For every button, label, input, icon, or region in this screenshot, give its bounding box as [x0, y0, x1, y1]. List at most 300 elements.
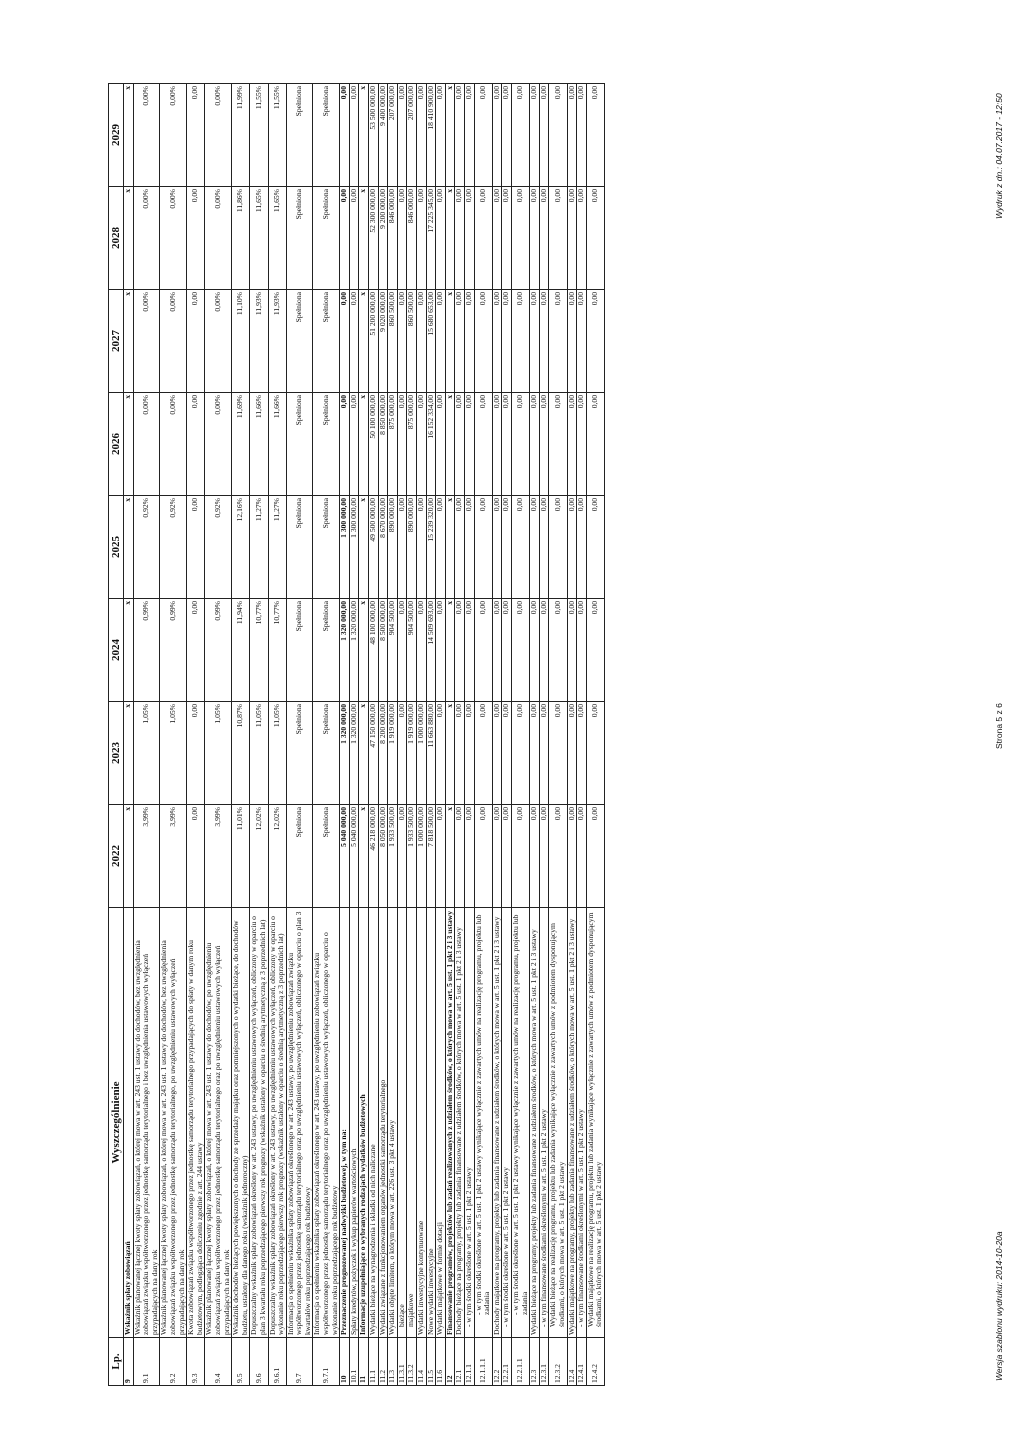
- row-number: 11: [359, 1338, 369, 1386]
- year-value-cell: 0,00: [474, 290, 492, 393]
- year-value-cell: 0,00: [511, 187, 529, 290]
- row-number: 9: [124, 1338, 134, 1386]
- year-value-cell: 0,00: [586, 187, 604, 290]
- year-value-cell: 0,00: [539, 393, 549, 496]
- year-value-cell: 0,00: [511, 393, 529, 496]
- table-row: [474, 84, 492, 1386]
- row-number: 10: [340, 1338, 350, 1386]
- row-number: 11.1: [369, 1338, 379, 1386]
- year-value-cell: 0,00: [577, 290, 587, 393]
- year-value-cell: x: [445, 599, 455, 702]
- table-row: [388, 84, 398, 1386]
- row-description: - w tym środki określone w art. 5 ust. 1 pkt 2 ustawy wynikające wyłącznie z zawartych umów na realizację programu, projektu lub zadania: [474, 908, 492, 1338]
- year-value-cell: 207 000,00: [388, 84, 398, 187]
- year-value-cell: Spełniona: [313, 805, 340, 908]
- year-value-cell: 0,00%: [133, 393, 160, 496]
- row-description: Wydatki majątkowe na programy, projekty lub zadania finansowane z udziałem środków, o których mowa w art. 5 ust. 1 pkt 2 i 3 ustawy: [567, 908, 577, 1338]
- table-row: [250, 84, 268, 1386]
- year-value-cell: 0,00: [492, 84, 502, 187]
- table-body: [124, 84, 605, 1386]
- year-value-cell: 0,00: [530, 496, 540, 599]
- year-value-cell: 0,00: [567, 702, 577, 805]
- year-value-cell: Spełniona: [286, 702, 313, 805]
- year-value-cell: x: [359, 187, 369, 290]
- row-description: Wskaźnik planowanej łącznej kwoty spłaty zobowiązań, o której mowa w art. 243 ust. 1 ustawy do dochodów, po uwzględnieniu zobowiązań związku współtworzonego przez jednostkę samorządu terytorialnego oraz po uwzględnieniu ustawowych wyłączeń przypadających na dany rok: [205, 908, 232, 1338]
- year-value-cell: 0,00: [464, 84, 474, 187]
- table-row: [586, 84, 604, 1386]
- year-value-cell: x: [124, 393, 134, 496]
- template-version-note: Wersja szablonu wydruku: 2014-10-20a: [994, 1231, 1004, 1381]
- row-number: 9.1: [133, 1338, 160, 1386]
- year-value-cell: 0,00: [464, 805, 474, 908]
- year-value-cell: 5 040 000,00: [349, 805, 359, 908]
- year-value-cell: 0,00%: [133, 84, 160, 187]
- header-year-2022: 2022: [109, 805, 124, 908]
- year-value-cell: 12,02%: [250, 805, 268, 908]
- table-row: [160, 84, 187, 1386]
- row-number: 12.4.1: [577, 1338, 587, 1386]
- year-value-cell: 0,00: [577, 84, 587, 187]
- year-value-cell: 0,00: [340, 290, 350, 393]
- year-value-cell: 0,00: [539, 496, 549, 599]
- row-number: 9.7.1: [313, 1338, 340, 1386]
- year-value-cell: 14 509 693,00: [426, 599, 436, 702]
- year-value-cell: 11,66%: [268, 393, 286, 496]
- year-value-cell: x: [445, 393, 455, 496]
- year-value-cell: 0,00: [397, 290, 407, 393]
- year-value-cell: 11,93%: [250, 290, 268, 393]
- row-description: Informacje uzupełniające o wybranych rodzajach wydatków budżetowych: [359, 908, 369, 1338]
- row-number: 9.6.1: [268, 1338, 286, 1386]
- header-year-2023: 2023: [109, 702, 124, 805]
- year-value-cell: 1 300 000,00: [349, 496, 359, 599]
- row-number: 12.2: [492, 1338, 502, 1386]
- year-value-cell: 0,00: [586, 702, 604, 805]
- row-description: Finansowanie programów, projektów lub zadań realizowanych z udziałem środków, o których mowa w art. 5 ust. 1 pkt 2 i 3 ustawy: [445, 908, 455, 1338]
- table-row: [124, 84, 134, 1386]
- year-value-cell: 0,00: [511, 702, 529, 805]
- year-value-cell: 0,00%: [160, 290, 187, 393]
- year-value-cell: 0,00: [492, 496, 502, 599]
- year-value-cell: 0,92%: [205, 496, 232, 599]
- year-value-cell: 12,16%: [232, 496, 250, 599]
- row-number: 12.3: [530, 1338, 540, 1386]
- year-value-cell: 17 225 345,00: [426, 187, 436, 290]
- year-value-cell: 0,00: [187, 496, 205, 599]
- year-value-cell: 51 200 000,00: [369, 290, 379, 393]
- row-description: Informacja o spełnieniu wskaźnika spłaty zobowiązań określonego w art. 243 ustawy, po uwzględnieniu zobowiązań związku współtworzonego przez jednostkę samorządu terytorialnego oraz po uwzględnieniu ustawowych wyłączeń, obliczonego w oparciu o plan 3 kwartałów roku poprzedzającego rok budżetowy: [286, 908, 313, 1338]
- year-value-cell: 0,00: [502, 599, 512, 702]
- year-value-cell: 47 150 000,00: [369, 702, 379, 805]
- year-value-cell: 1 933 500,00: [388, 805, 398, 908]
- year-value-cell: 0,00: [567, 84, 577, 187]
- year-value-cell: x: [359, 496, 369, 599]
- year-value-cell: 0,00: [436, 290, 446, 393]
- year-value-cell: 0,00: [474, 187, 492, 290]
- year-value-cell: 8 050 000,00: [378, 805, 388, 908]
- row-description: Wydatki objęte limitem, o którym mowa w art. 226 ust. 3 pkt 4 ustawy: [388, 908, 398, 1338]
- row-number: 11.3: [388, 1338, 398, 1386]
- year-value-cell: 53 500 000,00: [369, 84, 379, 187]
- table-row: [417, 84, 427, 1386]
- year-value-cell: 0,00: [349, 290, 359, 393]
- year-value-cell: Spełniona: [286, 496, 313, 599]
- header-year-2028: 2028: [109, 187, 124, 290]
- year-value-cell: 0,00: [397, 393, 407, 496]
- row-description: Wydatki majątkowe na realizację programu, projektu lub zadania wynikające wyłącznie z zawartych umów z podmiotem dysponującym środkami, o których mowa w art. 5 ust. 1 pkt 2 ustawy: [586, 908, 604, 1338]
- year-value-cell: 0,00: [464, 187, 474, 290]
- year-value-cell: 0,00: [187, 84, 205, 187]
- year-value-cell: 0,00: [492, 599, 502, 702]
- year-value-cell: 0,00%: [205, 290, 232, 393]
- year-value-cell: 1 919 000,00: [388, 702, 398, 805]
- year-value-cell: 904 500,00: [388, 599, 398, 702]
- table-row: [426, 84, 436, 1386]
- year-value-cell: 0,00: [586, 599, 604, 702]
- year-value-cell: 0,00: [549, 496, 567, 599]
- row-description: - w tym środki określone w art. 5 ust. 1 pkt 2 ustawy: [464, 908, 474, 1338]
- year-value-cell: 0,00: [417, 84, 427, 187]
- year-value-cell: x: [445, 496, 455, 599]
- year-value-cell: 16 152 334,00: [426, 393, 436, 496]
- year-value-cell: 0,00: [464, 599, 474, 702]
- year-value-cell: 1 000 000,00: [417, 805, 427, 908]
- year-value-cell: 10,77%: [268, 599, 286, 702]
- table-row: [502, 84, 512, 1386]
- year-value-cell: 11,27%: [250, 496, 268, 599]
- year-value-cell: x: [124, 290, 134, 393]
- row-description: Dopuszczalny wskaźnik spłaty zobowiązań określony w art. 243 ustawy, po uwzględnieniu ustawowych wyłączeń, obliczony w oparciu o plan 3 kwartału roku poprzedzającego pierwszy rok prognozy (wskaźnik ustalony w oparciu o średnią arytmetyczną z 3 poprzednich lat): [250, 908, 268, 1338]
- year-value-cell: 0,00: [464, 290, 474, 393]
- year-value-cell: 11,65%: [250, 187, 268, 290]
- year-value-cell: 12,02%: [268, 805, 286, 908]
- row-number: 11.6: [436, 1338, 446, 1386]
- row-description: Nowe wydatki inwestycyjne: [426, 908, 436, 1338]
- table-row: [511, 84, 529, 1386]
- year-value-cell: 49 500 000,00: [369, 496, 379, 599]
- year-value-cell: x: [445, 290, 455, 393]
- year-value-cell: 0,00: [502, 84, 512, 187]
- header-year-2025: 2025: [109, 496, 124, 599]
- year-value-cell: 1 320 000,00: [349, 702, 359, 805]
- year-value-cell: 0,99%: [160, 599, 187, 702]
- year-value-cell: x: [359, 599, 369, 702]
- table-row: [549, 84, 567, 1386]
- year-value-cell: 0,00: [455, 393, 465, 496]
- year-value-cell: 0,00: [511, 84, 529, 187]
- year-value-cell: 0,00%: [205, 187, 232, 290]
- year-value-cell: 11,05%: [268, 702, 286, 805]
- year-value-cell: 3,99%: [160, 805, 187, 908]
- year-value-cell: 50 100 000,00: [369, 393, 379, 496]
- row-description: Wydatki bieżące na realizację programu, projektu lub zadania wynikające wyłącznie z zawartych umów z podmiotem dysponującym środkami, o których mowa w art. 5 ust. 1 pkt 2 ustawy: [549, 908, 567, 1338]
- year-value-cell: 11,66%: [250, 393, 268, 496]
- year-value-cell: 0,00: [586, 290, 604, 393]
- row-number: 9.3: [187, 1338, 205, 1386]
- year-value-cell: 0,00: [511, 496, 529, 599]
- year-value-cell: 0,00: [567, 290, 577, 393]
- year-value-cell: Spełniona: [286, 393, 313, 496]
- year-value-cell: 0,00: [549, 84, 567, 187]
- year-value-cell: 890 000,00: [407, 496, 417, 599]
- year-value-cell: 904 500,00: [407, 599, 417, 702]
- row-number: 9.4: [205, 1338, 232, 1386]
- year-value-cell: 11,69%: [232, 393, 250, 496]
- year-value-cell: 0,92%: [133, 496, 160, 599]
- year-value-cell: 0,00: [474, 805, 492, 908]
- year-value-cell: 0,00: [464, 702, 474, 805]
- year-value-cell: 0,00: [539, 599, 549, 702]
- year-value-cell: 0,00: [492, 187, 502, 290]
- year-value-cell: 0,00: [530, 805, 540, 908]
- year-value-cell: 0,00: [340, 84, 350, 187]
- year-value-cell: 11,01%: [232, 805, 250, 908]
- year-value-cell: x: [124, 496, 134, 599]
- year-value-cell: 0,00%: [160, 393, 187, 496]
- table-row: [577, 84, 587, 1386]
- year-value-cell: 11,27%: [268, 496, 286, 599]
- year-value-cell: 15 680 653,00: [426, 290, 436, 393]
- financial-forecast-table: [108, 83, 605, 1386]
- year-value-cell: 0,00: [455, 84, 465, 187]
- year-value-cell: 15 239 320,00: [426, 496, 436, 599]
- year-value-cell: 0,00: [567, 496, 577, 599]
- year-value-cell: 0,99%: [205, 599, 232, 702]
- year-value-cell: 11,86%: [232, 187, 250, 290]
- row-description: Wydatki bieżące na programy, projekty lub zadania finansowane z udziałem środków, o których mowa w art. 5 ust. 1 pkt 2 i 3 ustawy: [530, 908, 540, 1338]
- row-description: Kwota zobowiązań związku współtworzonego przez jednostkę samorządu terytorialnego przypadających do spłaty w danym roku budżetowym, podlegająca doliczeniu zgodnie z art. 244 ustawy: [187, 908, 205, 1338]
- year-value-cell: 0,00: [530, 290, 540, 393]
- year-value-cell: 18 410 900,00: [426, 84, 436, 187]
- row-description: Spłaty kredytów, pożyczek i wykup papierów wartościowych: [349, 908, 359, 1338]
- year-value-cell: x: [124, 599, 134, 702]
- year-value-cell: 0,00: [511, 805, 529, 908]
- year-value-cell: 0,00: [549, 599, 567, 702]
- year-value-cell: 0,00: [530, 84, 540, 187]
- year-value-cell: 0,00: [549, 393, 567, 496]
- header-year-2026: 2026: [109, 393, 124, 496]
- year-value-cell: 11,05%: [250, 702, 268, 805]
- year-value-cell: 8 850 000,00: [378, 393, 388, 496]
- year-value-cell: 46 218 000,00: [369, 805, 379, 908]
- year-value-cell: 0,00: [530, 599, 540, 702]
- table-row: [530, 84, 540, 1386]
- year-value-cell: 0,00: [502, 805, 512, 908]
- table-row: [286, 84, 313, 1386]
- year-value-cell: 0,00: [549, 290, 567, 393]
- year-value-cell: 0,00: [417, 496, 427, 599]
- year-value-cell: 1 919 000,00: [407, 702, 417, 805]
- year-value-cell: 1 933 500,00: [407, 805, 417, 908]
- year-value-cell: 8 500 000,00: [378, 599, 388, 702]
- header-lp: Lp.: [109, 1338, 124, 1386]
- row-description: Dochody majątkowe na programy, projekty lub zadania finansowane z udziałem środków, o których mowa w art. 5 ust. 1 pkt 2 i 3 ustawy: [492, 908, 502, 1338]
- row-description: bieżące: [397, 908, 407, 1338]
- year-value-cell: 875 000,00: [388, 393, 398, 496]
- year-value-cell: Spełniona: [286, 290, 313, 393]
- year-value-cell: Spełniona: [313, 496, 340, 599]
- row-description: Wydatki inwestycyjne kontynuowane: [417, 908, 427, 1338]
- year-value-cell: 0,00: [586, 805, 604, 908]
- year-value-cell: 0,00: [577, 702, 587, 805]
- year-value-cell: 9 400 000,00: [378, 84, 388, 187]
- year-value-cell: 3,99%: [133, 805, 160, 908]
- year-value-cell: 10,87%: [232, 702, 250, 805]
- table-row: [232, 84, 250, 1386]
- year-value-cell: 7 818 500,00: [426, 805, 436, 908]
- row-description: - w tym środki określone w art. 5 ust. 1 pkt 2 ustawy: [502, 908, 512, 1338]
- row-number: 9.5: [232, 1338, 250, 1386]
- year-value-cell: 0,00: [417, 290, 427, 393]
- year-value-cell: 0,99%: [133, 599, 160, 702]
- year-value-cell: 0,00: [187, 187, 205, 290]
- year-value-cell: 0,00: [436, 393, 446, 496]
- year-value-cell: 0,00: [511, 290, 529, 393]
- year-value-cell: 1 000 000,00: [417, 702, 427, 805]
- year-value-cell: 0,00: [464, 496, 474, 599]
- year-value-cell: 11,65%: [268, 187, 286, 290]
- year-value-cell: 3,99%: [205, 805, 232, 908]
- row-number: 11.4: [417, 1338, 427, 1386]
- row-number: 9.6: [250, 1338, 268, 1386]
- year-value-cell: 0,00: [349, 187, 359, 290]
- year-value-cell: Spełniona: [286, 187, 313, 290]
- year-value-cell: 0,00: [502, 187, 512, 290]
- table-row: [313, 84, 340, 1386]
- row-number: 9.7: [286, 1338, 313, 1386]
- year-value-cell: 0,00: [436, 496, 446, 599]
- year-value-cell: 0,00: [417, 599, 427, 702]
- year-value-cell: 11 663 880,00: [426, 702, 436, 805]
- year-value-cell: 0,00: [511, 599, 529, 702]
- year-value-cell: 0,00: [549, 702, 567, 805]
- row-description: Przeznaczenie prognozowanej nadwyżki budżetowej, w tym na:: [340, 908, 350, 1338]
- year-value-cell: x: [124, 805, 134, 908]
- year-value-cell: 0,00: [397, 599, 407, 702]
- year-value-cell: 0,00: [455, 702, 465, 805]
- year-value-cell: 52 300 000,00: [369, 187, 379, 290]
- row-description: - w tym środki określone w art. 5 ust. 1 pkt 2 ustawy wynikające wyłącznie z zawartych umów na realizację programu, projektu lub zadania: [511, 908, 529, 1338]
- year-value-cell: 11,10%: [232, 290, 250, 393]
- table-row: [187, 84, 205, 1386]
- year-value-cell: 0,92%: [160, 496, 187, 599]
- year-value-cell: 1,05%: [205, 702, 232, 805]
- row-description: Wydatki bieżące na wynagrodzenia i składki od nich naliczane: [369, 908, 379, 1338]
- year-value-cell: 0,00: [539, 702, 549, 805]
- row-number: 11.3.2: [407, 1338, 417, 1386]
- year-value-cell: x: [359, 290, 369, 393]
- year-value-cell: 0,00: [436, 84, 446, 187]
- year-value-cell: x: [359, 393, 369, 496]
- year-value-cell: 1,05%: [160, 702, 187, 805]
- year-value-cell: 207 000,00: [407, 84, 417, 187]
- year-value-cell: 0,00: [474, 496, 492, 599]
- year-value-cell: 0,00: [417, 393, 427, 496]
- year-value-cell: 0,00: [397, 496, 407, 599]
- year-value-cell: 1 320 000,00: [340, 599, 350, 702]
- table-row: [133, 84, 160, 1386]
- year-value-cell: 11,93%: [268, 290, 286, 393]
- year-value-cell: x: [445, 702, 455, 805]
- year-value-cell: 0,00: [436, 805, 446, 908]
- year-value-cell: 0,00: [502, 393, 512, 496]
- year-value-cell: 890 000,00: [388, 496, 398, 599]
- year-value-cell: 0,00: [492, 702, 502, 805]
- year-value-cell: 0,00: [577, 393, 587, 496]
- year-value-cell: 0,00: [397, 805, 407, 908]
- table-row: [268, 84, 286, 1386]
- year-value-cell: 0,00: [567, 805, 577, 908]
- year-value-cell: 1 300 000,00: [340, 496, 350, 599]
- row-number: 12.4.2: [586, 1338, 604, 1386]
- header-year-2029: 2029: [109, 84, 124, 187]
- row-description: Wydatki związane z funkcjonowaniem organów jednostki samorządu terytorialnego: [378, 908, 388, 1338]
- year-value-cell: x: [445, 805, 455, 908]
- row-description: Wskaźnik planowanej łącznej kwoty spłaty zobowiązań, o której mowa w art. 243 ust. 1 ustawy do dochodów, bez uwzględnienia zobowiązań związku współtworzonego przez jednostkę samorządu terytorialnego, po uwzględnieniu ustawowych wyłączeń przypadających na dany rok: [160, 908, 187, 1338]
- row-number: 12.1.1.1: [474, 1338, 492, 1386]
- year-value-cell: 0,00: [586, 496, 604, 599]
- year-value-cell: 1,05%: [133, 702, 160, 805]
- row-number: 12.1: [455, 1338, 465, 1386]
- header-description: Wyszczególnienie: [109, 908, 124, 1338]
- row-description: Wskaźnik dochodów bieżących powiększonych o dochody ze sprzedaży majątku oraz pomniejszonych o wydatki bieżące, do dochodów budżetu, ustalony dla danego roku (wskaźnik jednoroczny): [232, 908, 250, 1338]
- year-value-cell: Spełniona: [286, 84, 313, 187]
- table-row: [369, 84, 379, 1386]
- year-value-cell: 0,00: [549, 805, 567, 908]
- year-value-cell: 0,00: [455, 599, 465, 702]
- year-value-cell: 0,00: [187, 702, 205, 805]
- year-value-cell: 1 320 000,00: [349, 599, 359, 702]
- year-value-cell: 0,00: [577, 805, 587, 908]
- year-value-cell: 0,00: [577, 187, 587, 290]
- year-value-cell: 10,77%: [250, 599, 268, 702]
- year-value-cell: 11,55%: [250, 84, 268, 187]
- year-value-cell: 0,00: [436, 599, 446, 702]
- year-value-cell: 0,00: [586, 84, 604, 187]
- year-value-cell: 0,00: [474, 393, 492, 496]
- year-value-cell: 0,00%: [205, 393, 232, 496]
- row-number: 12.3.2: [549, 1338, 567, 1386]
- year-value-cell: 0,00: [549, 187, 567, 290]
- year-value-cell: 0,00: [397, 84, 407, 187]
- year-value-cell: 0,00%: [160, 187, 187, 290]
- year-value-cell: 0,00: [539, 84, 549, 187]
- year-value-cell: 0,00: [187, 290, 205, 393]
- year-value-cell: x: [124, 187, 134, 290]
- table-row: [464, 84, 474, 1386]
- year-value-cell: Spełniona: [313, 290, 340, 393]
- year-value-cell: 846 000,00: [388, 187, 398, 290]
- year-value-cell: 0,00%: [160, 84, 187, 187]
- year-value-cell: x: [359, 805, 369, 908]
- row-number: 9.2: [160, 1338, 187, 1386]
- year-value-cell: 0,00: [530, 702, 540, 805]
- row-number: 12.2.1: [502, 1338, 512, 1386]
- year-value-cell: 9 020 000,00: [378, 290, 388, 393]
- table-row: [436, 84, 446, 1386]
- table-header-row: [109, 84, 124, 1386]
- year-value-cell: Spełniona: [313, 599, 340, 702]
- year-value-cell: 0,00: [187, 599, 205, 702]
- header-year-2027: 2027: [109, 290, 124, 393]
- year-value-cell: 0,00: [417, 187, 427, 290]
- year-value-cell: 0,00: [187, 805, 205, 908]
- year-value-cell: Spełniona: [313, 84, 340, 187]
- row-description: Dopuszczalny wskaźnik spłaty zobowiązań określony w art. 243 ustawy, po uwzględnieniu ustawowych wyłączeń, obliczony w oparciu o wykonanie roku poprzedzającego pierwszy rok prognozy (wskaźnik ustalony w oparciu o średnią arytmetyczną z 3 poprzednich lat): [268, 908, 286, 1338]
- row-number: 10.1: [349, 1338, 359, 1386]
- year-value-cell: Spełniona: [313, 393, 340, 496]
- year-value-cell: 0,00%: [133, 187, 160, 290]
